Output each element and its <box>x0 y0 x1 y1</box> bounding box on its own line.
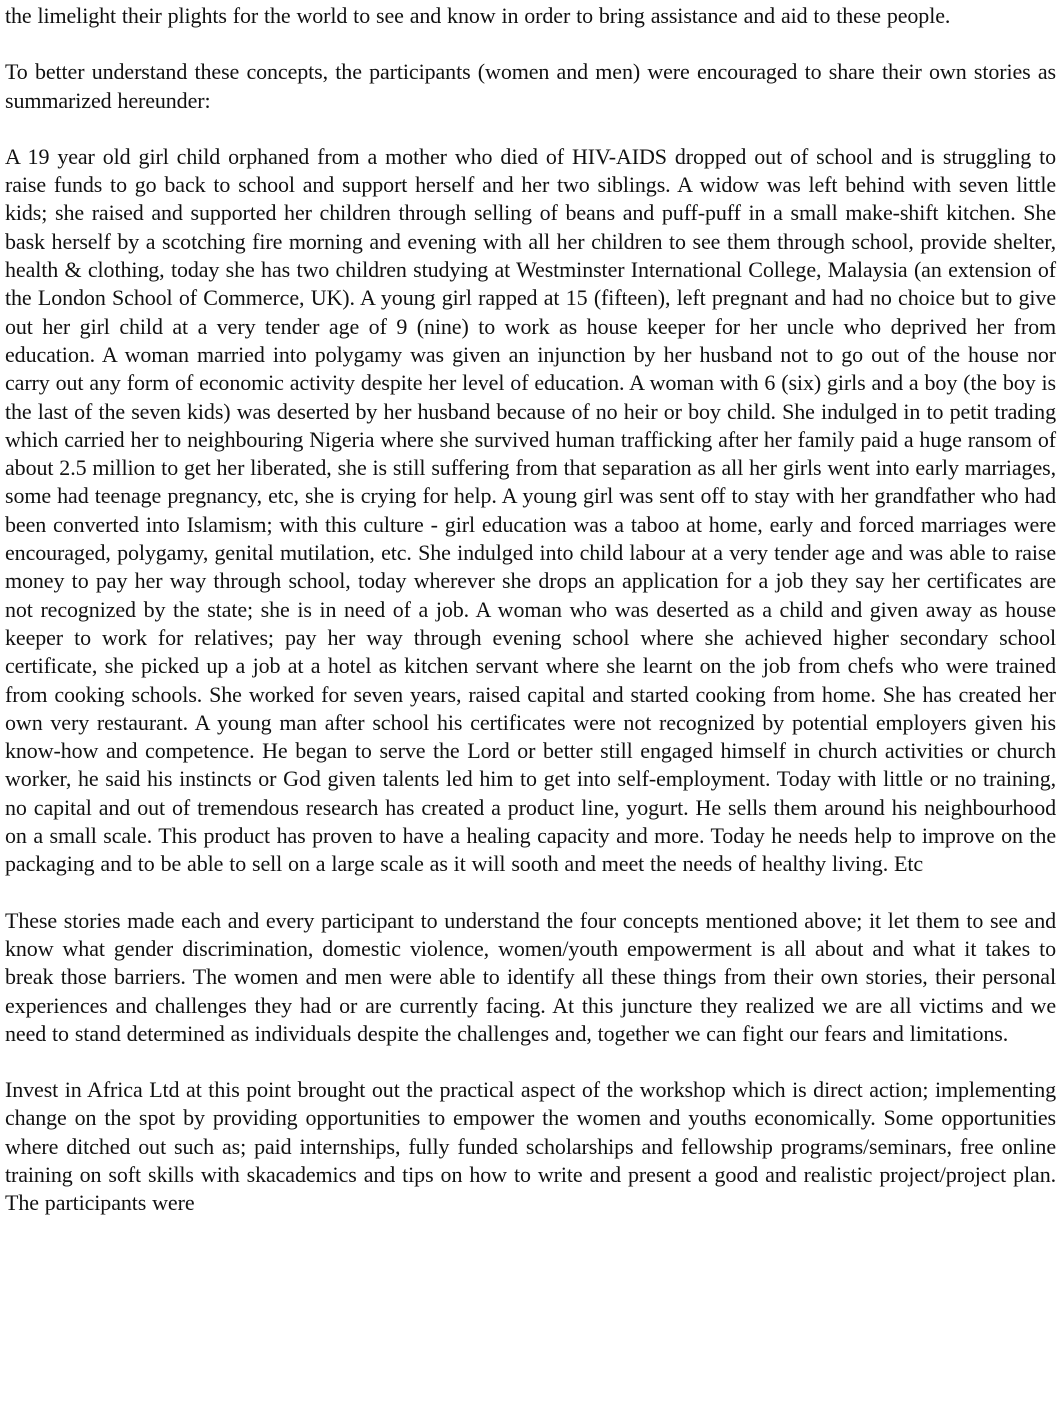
paragraph-invest-in-africa: Invest in Africa Ltd at this point brought out the practical aspect of the workshop which is direct action; implementing change on the spot by providing opportunities to empower the women and youths economically. Some opportunities where ditched out such as; paid internships, fully funded scholarships and fellowship programs/seminars, free online training on soft skills with skacademics and tips on how to write and present a good and realistic project/project plan. The participants were <box>5 1077 1056 1216</box>
paragraph-limelight-continuation: the limelight their plights for the world to see and know in order to bring assistance and aid to these people. <box>5 3 951 28</box>
paragraph-stories-reflection: These stories made each and every participant to understand the four concepts mentioned above; it let them to see and know what gender discrimination, domestic violence, women/youth empowerment is all about and what it takes to break those barriers. The women and men were able to identify all these things from their own stories, their personal experiences and challenges they had or are currently facing. At this juncture they realized we are all victims and we need to stand determined as individuals despite the challenges and, together we can fight our fears and limitations. <box>5 907 1056 1046</box>
paragraph-intro-stories: To better understand these concepts, the participants (women and men) were encouraged to share their own stories as summarized hereunder: <box>5 59 1056 113</box>
paragraph-participant-stories: A 19 year old girl child orphaned from a mother who died of HIV-AIDS dropped out of school and is struggling to raise funds to go back to school and support herself and her two siblings. A widow was left behind with seven little kids; she raised and supported her children through selling of beans and puff-puff in a small make-shift kitchen. She bask herself by a scotching fire morning and evening with all her children to see them through school, provide shelter, health & clothing, today she has two children studying at Westminster International College, Malaysia (an extension of the London School of Commerce, UK). A young girl rapped at 15 (fifteen), left pregnant and had no choice but to give out her girl child at a very tender age of 9 (nine) to work as house keeper for her uncle who deprived her from education. A woman married into polygamy was given an injunction by her husband not to go out of the house nor carry out any form of economic activity despite her level of education. A woman with 6 (six) girls and a boy (the boy is the last of the seven kids) was deserted by her husband because of no heir or boy child. She indulged in to petit trading which carried her to neighbouring Nigeria where she survived human trafficking after her family paid a huge ransom of about 2.5 million to get her liberated, she is still suffering from that separation as all her girls went into early marriages, some had teenage pregnancy, etc, she is crying for help. A young girl was sent off to stay with her grandfather who had been converted into Islamism; with this culture - girl education was a taboo at home, early and forced marriages were encouraged, polygamy, genital mutilation, etc. She indulged into child labour at a very tender age and was able to raise money to pay her way through school, today wherever she drops an application for a job they say her certificates are not recognized by the state; she is in need of a job. A woman who was deserted as a child and given away as house keeper to work for relatives; pay her way through evening school where she achieved higher secondary school certificate, she picked up a job at a hotel as kitchen servant where she learnt on the job from chefs who were trained from cooking schools. She worked for seven years, raised capital and started cooking from home. She has created her own very restaurant. A young man after school his certificates were not recognized by potential employers given his know-how and competence. He began to serve the Lord or better still engaged himself in church activities or church worker, he said his instincts or God given talents led him to get into self-employment. Today with little or no training, no capital and out of tremendous research has created a product line, yogurt. He sells them around his neighbourhood on a small scale. This product has proven to have a healing capacity and more. Today he needs help to improve on the packaging and to be able to sell on a large scale as it will sooth and meet the needs of healthy living. Etc <box>5 143 1056 877</box>
